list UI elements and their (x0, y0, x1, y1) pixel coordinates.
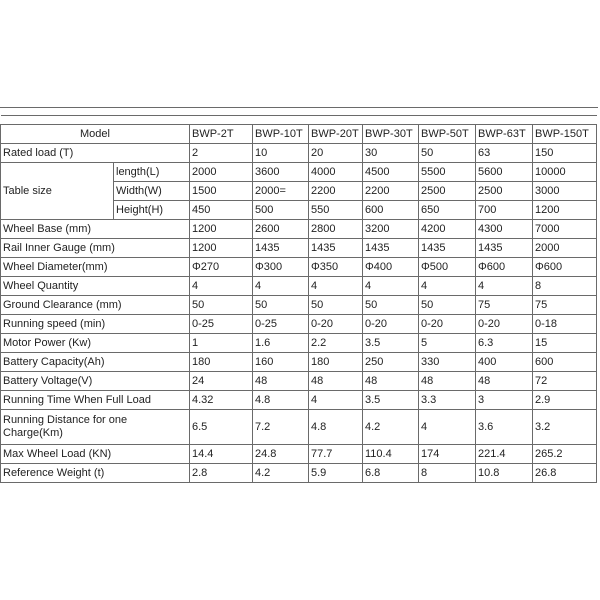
row-value: 5600 (476, 163, 533, 182)
row-value: 7000 (533, 220, 597, 239)
row-value: 4.32 (190, 391, 253, 410)
row-value: 50 (363, 296, 419, 315)
row-value: 4 (190, 277, 253, 296)
table-row (1, 220, 597, 239)
row-value: 650 (419, 201, 476, 220)
row-label: Battery Voltage(V) (1, 372, 190, 391)
row-value: 10 (253, 144, 309, 163)
row-value: 1435 (476, 239, 533, 258)
row-value: 77.7 (309, 445, 363, 464)
row-value: 2600 (253, 220, 309, 239)
row-value: 7.2 (253, 410, 309, 445)
row-value: 0-20 (419, 315, 476, 334)
row-value: 2000 (533, 239, 597, 258)
row-value: Φ600 (533, 258, 597, 277)
row-value: 1500 (190, 182, 253, 201)
row-value: 1435 (419, 239, 476, 258)
row-value: 3 (476, 391, 533, 410)
row-value: 2 (190, 144, 253, 163)
table-row (1, 464, 597, 483)
row-value: 2000= (253, 182, 309, 201)
header-model-cell: BWP-2T (190, 125, 253, 144)
row-label: Rated load (T) (1, 144, 190, 163)
row-label: Running Distance for one Charge(Km) (1, 410, 190, 445)
row-value: 0-20 (363, 315, 419, 334)
row-value: 3000 (533, 182, 597, 201)
row-label: Running Time When Full Load (1, 391, 190, 410)
table-row (1, 315, 597, 334)
row-value: 2200 (309, 182, 363, 201)
row-value: 4 (309, 277, 363, 296)
row-value: Φ500 (419, 258, 476, 277)
row-value: 110.4 (363, 445, 419, 464)
row-label: Rail Inner Gauge (mm) (1, 239, 190, 258)
row-value: 48 (419, 372, 476, 391)
row-value: 1 (190, 334, 253, 353)
row-value: 30 (363, 144, 419, 163)
row-value: 50 (419, 144, 476, 163)
row-value: 14.4 (190, 445, 253, 464)
row-value: 1200 (190, 239, 253, 258)
row-value: 4.2 (253, 464, 309, 483)
header-model-label: Model (1, 125, 190, 144)
header-row (1, 125, 597, 144)
row-value: 3.5 (363, 334, 419, 353)
row-label: Battery Capacity(Ah) (1, 353, 190, 372)
row-value: 4.8 (253, 391, 309, 410)
table-row (1, 391, 597, 410)
row-value: 50 (419, 296, 476, 315)
row-value: 2500 (476, 182, 533, 201)
row-value: 160 (253, 353, 309, 372)
table-row (1, 410, 597, 445)
row-value: 63 (476, 144, 533, 163)
table-row (1, 277, 597, 296)
row-value: 250 (363, 353, 419, 372)
row-value: 180 (190, 353, 253, 372)
row-value: 3200 (363, 220, 419, 239)
row-value: 0-18 (533, 315, 597, 334)
header-model-cell: BWP-63T (476, 125, 533, 144)
row-value: 20 (309, 144, 363, 163)
row-value: 2.8 (190, 464, 253, 483)
header-model-cell: BWP-30T (363, 125, 419, 144)
spec-table (0, 115, 597, 483)
row-value: 5 (419, 334, 476, 353)
row-value: 180 (309, 353, 363, 372)
row-value: 400 (476, 353, 533, 372)
row-value: 2000 (190, 163, 253, 182)
row-value: 1435 (309, 239, 363, 258)
row-value: 3.3 (419, 391, 476, 410)
row-value: 4200 (419, 220, 476, 239)
header-model-cell: BWP-20T (309, 125, 363, 144)
row-value: 3.2 (533, 410, 597, 445)
row-value: 72 (533, 372, 597, 391)
row-value: 500 (253, 201, 309, 220)
row-value: 1200 (190, 220, 253, 239)
row-value: Φ350 (309, 258, 363, 277)
row-value: 4 (476, 277, 533, 296)
row-value: 48 (476, 372, 533, 391)
row-value: 265.2 (533, 445, 597, 464)
row-value: Φ400 (363, 258, 419, 277)
row-value: 75 (533, 296, 597, 315)
row-value: 4 (363, 277, 419, 296)
row-value: 450 (190, 201, 253, 220)
top-divider-line (0, 107, 598, 108)
row-value: 5.9 (309, 464, 363, 483)
table-row (1, 144, 597, 163)
row-value: 0-20 (309, 315, 363, 334)
header-model-cell: BWP-50T (419, 125, 476, 144)
row-value: 0-25 (253, 315, 309, 334)
row-value: 26.8 (533, 464, 597, 483)
row-value: 0-20 (476, 315, 533, 334)
row-label: Wheel Quantity (1, 277, 190, 296)
row-value: 6.8 (363, 464, 419, 483)
row-value: 8 (533, 277, 597, 296)
separator-row (1, 116, 597, 125)
row-value: 150 (533, 144, 597, 163)
row-value: 50 (190, 296, 253, 315)
table-size-sublabel: Height(H) (114, 201, 190, 220)
row-value: 600 (533, 353, 597, 372)
row-value: 2200 (363, 182, 419, 201)
table-row (1, 353, 597, 372)
table-row (1, 296, 597, 315)
table-row (1, 239, 597, 258)
table-size-sublabel: length(L) (114, 163, 190, 182)
row-value: 1435 (363, 239, 419, 258)
row-label: Reference Weight (t) (1, 464, 190, 483)
row-value: 8 (419, 464, 476, 483)
row-value: 48 (253, 372, 309, 391)
row-value: 4.8 (309, 410, 363, 445)
row-label: Max Wheel Load (KN) (1, 445, 190, 464)
row-value: 4 (419, 277, 476, 296)
row-label: Motor Power (Kw) (1, 334, 190, 353)
row-value: Φ270 (190, 258, 253, 277)
row-value: 4 (419, 410, 476, 445)
table-row (1, 258, 597, 277)
table-size-sublabel: Width(W) (114, 182, 190, 201)
row-value: 4500 (363, 163, 419, 182)
row-value: 6.5 (190, 410, 253, 445)
row-value: 50 (309, 296, 363, 315)
spec-sheet (0, 115, 598, 483)
row-value: 0-25 (190, 315, 253, 334)
row-label: Ground Clearance (mm) (1, 296, 190, 315)
row-value: 50 (253, 296, 309, 315)
row-value: 4 (309, 391, 363, 410)
header-model-cell: BWP-150T (533, 125, 597, 144)
row-value: 75 (476, 296, 533, 315)
row-value: 24 (190, 372, 253, 391)
table-row (1, 334, 597, 353)
row-value: 3.5 (363, 391, 419, 410)
row-value: 4000 (309, 163, 363, 182)
table-row (1, 163, 597, 182)
table-row (1, 372, 597, 391)
row-label: Running speed (min) (1, 315, 190, 334)
row-value: 1.6 (253, 334, 309, 353)
row-value: 15 (533, 334, 597, 353)
row-value: 2500 (419, 182, 476, 201)
row-value: 221.4 (476, 445, 533, 464)
row-value: 4300 (476, 220, 533, 239)
separator-cell (1, 116, 597, 125)
row-value: 2800 (309, 220, 363, 239)
row-value: 3600 (253, 163, 309, 182)
row-label: Wheel Diameter(mm) (1, 258, 190, 277)
table-row (1, 445, 597, 464)
row-value: 24.8 (253, 445, 309, 464)
row-value: 2.2 (309, 334, 363, 353)
row-value: 700 (476, 201, 533, 220)
row-value: Φ600 (476, 258, 533, 277)
row-label: Wheel Base (mm) (1, 220, 190, 239)
row-value: 6.3 (476, 334, 533, 353)
row-value: Φ300 (253, 258, 309, 277)
row-value: 4 (253, 277, 309, 296)
table-size-label: Table size (1, 163, 114, 220)
row-value: 174 (419, 445, 476, 464)
row-value: 10.8 (476, 464, 533, 483)
row-value: 48 (309, 372, 363, 391)
header-model-cell: BWP-10T (253, 125, 309, 144)
row-value: 330 (419, 353, 476, 372)
row-value: 5500 (419, 163, 476, 182)
row-value: 550 (309, 201, 363, 220)
row-value: 1435 (253, 239, 309, 258)
row-value: 600 (363, 201, 419, 220)
row-value: 3.6 (476, 410, 533, 445)
row-value: 10000 (533, 163, 597, 182)
row-value: 48 (363, 372, 419, 391)
row-value: 2.9 (533, 391, 597, 410)
row-value: 1200 (533, 201, 597, 220)
row-value: 4.2 (363, 410, 419, 445)
